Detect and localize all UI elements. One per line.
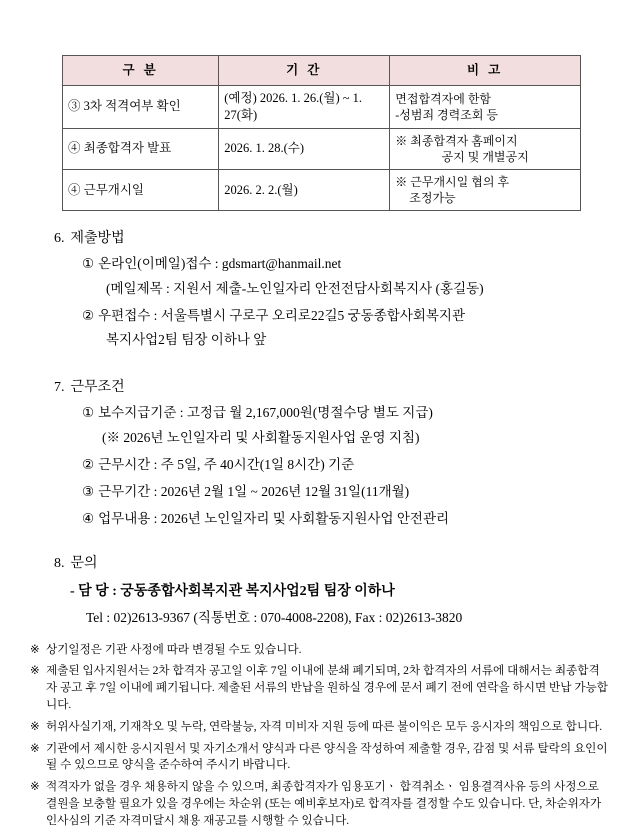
table-header-row (63, 56, 581, 86)
section-heading (40, 376, 603, 396)
section-title: 근무조건 (70, 380, 125, 396)
list-item (40, 403, 603, 423)
footnote-item (30, 663, 609, 713)
asterisk-icon: ※ (30, 780, 40, 794)
contact-person: - 담 당 : 궁동종합사회복지관 복지사업2팀 팀장 이하나 (70, 583, 395, 599)
footnote-text: 적격자가 없을 경우 채용하지 않을 수 있으며, 최종합격자가 임용포기ㆍ 합격취소ㆍ 임용결격사유 등의 사정으로 결원을 보충할 필요가 있을 경우에는 차순위 (또는 예비후보자)로 합격자를 결정할 수도 있습니다. 단, 차순위자가 인사심의 기준 자격미달시 채용 재공고를 시행할 수 있습니다. (46, 780, 602, 827)
cell-note-line: ※ 근무개시일 협의 후 (395, 175, 510, 189)
cell-period: (예정) 2026. 1. 26.(월) ~ 1. 27(화) (219, 85, 390, 128)
section-title: 문의 (70, 555, 98, 571)
schedule-table-wrapper (0, 55, 643, 211)
cell-item: ④ 근무개시일 (63, 170, 219, 211)
footnote-text: 허위사실기재, 기재착오 및 누락, 연락불능, 자격 미비자 지원 등에 따른 불이익은 모두 응시자의 책임으로 합니다. (46, 719, 603, 733)
list-item-sub: (메일제목 : 지원서 제출-노인일자리 안전전담사회복지사 (홍길동) (106, 280, 484, 296)
table-row (63, 170, 581, 211)
asterisk-icon: ※ (30, 642, 40, 656)
section-submission-method (40, 227, 603, 350)
cell-period: 2026. 2. 2.(월) (219, 170, 390, 211)
cell-note-line: 공지 및 개별공지 (441, 149, 529, 164)
list-marker: ③ (82, 484, 95, 500)
cell-note-line: ※ 최종합격자 홈페이지 (395, 133, 518, 148)
list-item (40, 306, 603, 326)
footnote-item (30, 642, 609, 659)
cell-note-line: 면접합격자에 한함 (395, 91, 492, 106)
section-heading (40, 227, 603, 247)
list-marker: ④ (82, 511, 95, 527)
list-item (40, 254, 603, 274)
section-number: 6. (54, 231, 65, 247)
cell-note-line: 조정가능 (409, 191, 456, 206)
list-item (40, 455, 603, 475)
table-row (63, 128, 581, 169)
list-item-sub: 복지사업2팀 팀장 이하나 앞 (106, 332, 267, 348)
document-page (0, 55, 643, 839)
list-marker: ① (82, 256, 95, 272)
list-item-text: 근무시간 : 주 5일, 주 40시간(1일 8시간) 기준 (98, 456, 355, 472)
footnote-text: 상기일정은 기관 사정에 따라 변경될 수도 있습니다. (46, 642, 302, 656)
schedule-table (62, 55, 581, 211)
section-number: 8. (54, 555, 65, 571)
footnote-text: 제출된 입사지원서는 2차 합격자 공고일 이후 7일 이내에 분쇄 폐기되며, 2차 합격자의 서류에 대해서는 최종합격자 공고 후 7일 이내에 폐기됩니다. 제출된 서류의 반납을 원하실 경우에 문서 폐기 전에 연락을 하시면 반납 가능합니다. (46, 664, 608, 712)
section-working-conditions (40, 376, 603, 529)
contact-phone: Tel : 02)2613-9367 (직통번호 : 070-4008-2208), Fax : 02)2613-3820 (86, 609, 463, 625)
list-item-text: 보수지급기준 : 고정급 월 2,167,000원(명절수당 별도 지급) (98, 405, 433, 421)
cell-note (390, 170, 581, 211)
table-row (63, 85, 581, 128)
list-item-text: 온라인(이메일)접수 : gdsmart@hanmail.net (98, 256, 342, 272)
list-item (40, 482, 603, 502)
cell-item: ③ 3차 적격여부 확인 (63, 85, 219, 128)
cell-note-line: -성범죄 경력조회 등 (395, 107, 498, 122)
asterisk-icon: ※ (30, 719, 40, 733)
footnote-text: 기관에서 제시한 응시지원서 및 자기소개서 양식과 다른 양식을 작성하여 제출할 경우, 감점 및 서류 탈락의 요인이 될 수 있으므로 양식을 준수하여 주시기 바랍니다. (46, 741, 608, 772)
cell-item: ④ 최종합격자 발표 (63, 128, 219, 169)
footnotes (0, 642, 643, 830)
footnote-item (30, 779, 609, 829)
table-body (63, 85, 581, 211)
table-header (63, 56, 581, 86)
section-number: 7. (54, 380, 65, 396)
list-marker: ② (82, 307, 95, 323)
list-item-sub: (※ 2026년 노인일자리 및 사회활동지원사업 운영 지침) (102, 429, 420, 445)
cell-note (390, 128, 581, 169)
footnote-item (30, 741, 609, 775)
cell-note (390, 85, 581, 128)
list-item-text: 업무내용 : 2026년 노인일자리 및 사회활동지원사업 안전관리 (98, 511, 450, 527)
list-item (40, 509, 603, 529)
column-header-item: 구 분 (63, 56, 219, 86)
section-inquiry (40, 552, 603, 626)
list-marker: ② (82, 456, 95, 472)
document-body (0, 227, 643, 625)
asterisk-icon: ※ (30, 664, 40, 678)
section-title: 제출방법 (70, 231, 125, 247)
asterisk-icon: ※ (30, 741, 40, 755)
list-item-text: 우편접수 : 서울특별시 구로구 오리로22길5 궁동종합사회복지관 (98, 307, 466, 323)
column-header-note: 비 고 (390, 56, 581, 86)
list-item-text: 근무기간 : 2026년 2월 1일 ~ 2026년 12월 31일(11개월) (98, 484, 410, 500)
section-heading (40, 552, 603, 572)
column-header-period: 기 간 (219, 56, 390, 86)
list-marker: ① (82, 405, 95, 421)
cell-period: 2026. 1. 28.(수) (219, 128, 390, 169)
footnote-item (30, 719, 609, 736)
